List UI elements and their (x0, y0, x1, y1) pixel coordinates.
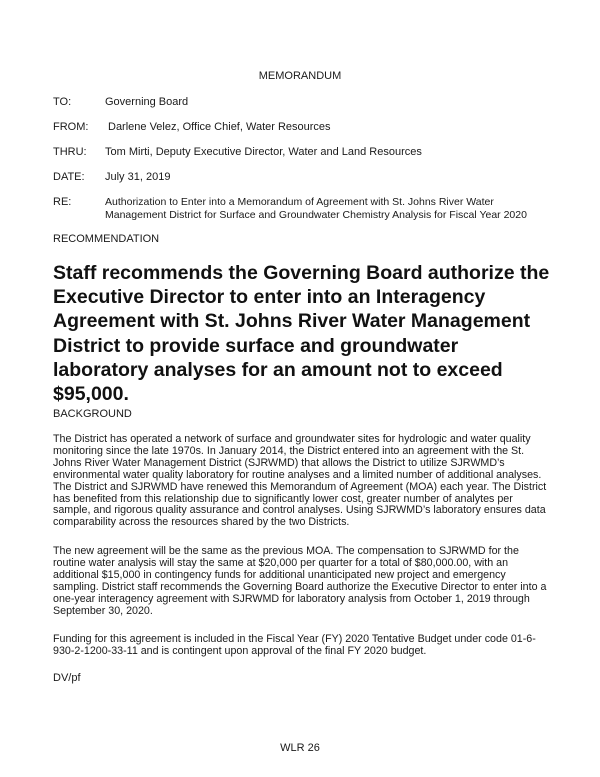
date-value: July 31, 2019 (105, 171, 171, 183)
date-label: DATE: (53, 171, 85, 183)
to-label: TO: (53, 96, 72, 108)
initials: DV/pf (53, 672, 81, 684)
from-label: FROM: (53, 121, 89, 133)
thru-value: Tom Mirti, Deputy Executive Director, Water and Land Resources (105, 146, 422, 158)
background-paragraph-1: The District has operated a network of surface and groundwater sites for hydrologic and water quality monitoring since the late 1970s. In January 2014, the District entered into an agreement with the St. Johns River Water Management District (SJRWMD) that allows the District to utilize SJRWMD’s environmental water quality laboratory for routine analyses and a limited number of additional analyses. The District and SJRWMD have renewed this Memorandum of Agreement (MOA) each year. The District has benefited from this relationship due to significantly lower cost, greater number of analytes per sample, and rigorous quality assurance and control analyses. Using SJRWMD’s laboratory ensures data comparability across the resources shared by the two Districts. (53, 433, 547, 529)
thru-label: THRU: (53, 146, 87, 158)
re-label: RE: (53, 196, 72, 208)
memo-title: MEMORANDUM (258, 70, 342, 82)
re-value: Authorization to Enter into a Memorandum of Agreement with St. Johns River Water Management District for Surface and Groundwater Chemistry Analysis for Fiscal Year 2020 (105, 196, 527, 221)
to-value: Governing Board (105, 96, 189, 108)
recommendation-text: Staff recommends the Governing Board authorize the Executive Director to enter into an Interagency Agreement with St. Johns River Water Management District to provide surface and groundwater laboratory analyses for an amount not to exceed $95,000. (53, 262, 550, 406)
from-value: Darlene Velez, Office Chief, Water Resources (108, 121, 331, 133)
funding-paragraph: Funding for this agreement is included in the Fiscal Year (FY) 2020 Tentative Budget under code 01-6-930-2-1200-33-11 and is contingent upon approval of the final FY 2020 budget. (53, 633, 536, 657)
recommendation-heading: RECOMMENDATION (53, 233, 160, 245)
background-heading: BACKGROUND (53, 408, 132, 420)
page-number: WLR 26 (280, 742, 320, 754)
background-paragraph-2: The new agreement will be the same as the previous MOA. The compensation to SJRWMD for the routine water analysis will stay the same at $20,000 per quarter for a total of $80,000.00, with an additional $15,000 in contingency funds for additional unanticipated new project and emergency sampling. District staff recommends the Governing Board authorize the Executive Director to enter into a one-year interagency agreement with SJRWMD for laboratory analysis from October 1, 2019 through September 30, 2020. (53, 545, 547, 617)
